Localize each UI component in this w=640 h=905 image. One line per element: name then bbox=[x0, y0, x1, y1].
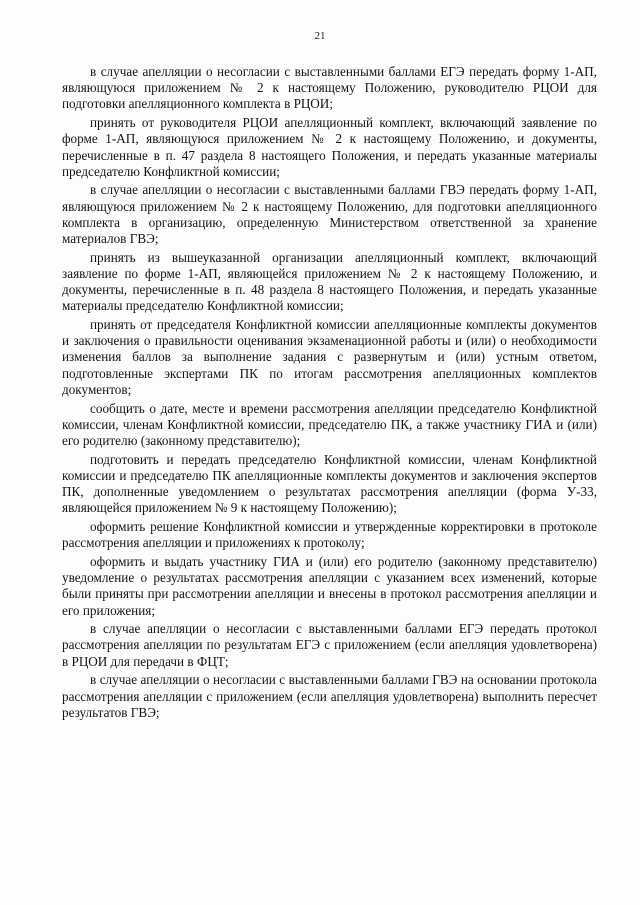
paragraph: принять от председателя Конфликтной комиссии апелляционные комплекты документов и заключения о правильности оценивания экзаменационной работы и (или) о необходимости изменения баллов за выполнение задания с развернутым и (или) устным ответом, подготовленные экспертами ПК по итогам рассмотрения апелляционных комплектов документов; bbox=[62, 317, 597, 397]
paragraph: подготовить и передать председателю Конфликтной комиссии, членам Конфликтной комиссии и председателю ПК апелляционные комплекты документов и заключения экспертов ПК, дополненные уведомлением о результатах рассмотрения апелляции (форма У-33, являющейся приложением № 9 к настоящему Положению); bbox=[62, 451, 597, 516]
paragraph: в случае апелляции о несогласии с выставленными баллами ГВЭ передать форму 1-АП, являющуюся приложением № 2 к настоящему Положению, для подготовки апелляционного комплекта в организацию, определенную Министерством ответственной за хранение материалов ГВЭ; bbox=[62, 182, 597, 247]
document-body bbox=[62, 64, 597, 723]
paragraph: в случае апелляции о несогласии с выставленными баллами ЕГЭ передать протокол рассмотрения апелляции по результатам ЕГЭ с приложением (если апелляция удовлетворена) в РЦОИ для передачи в ФЦТ; bbox=[62, 621, 597, 669]
paragraph: сообщить о дате, месте и времени рассмотрения апелляции председателю Конфликтной комиссии, членам Конфликтной комиссии, председателю ПК, а также участнику ГИА и (или) его родителю (законному представителю); bbox=[62, 400, 597, 448]
paragraph: в случае апелляции о несогласии с выставленными баллами ГВЭ на основании протокола рассмотрения апелляции с приложением (если апелляция удовлетворена) выполнить пересчет результатов ГВЭ; bbox=[62, 672, 597, 720]
paragraph: принять от руководителя РЦОИ апелляционный комплект, включающий заявление по форме 1-АП, являющуюся приложением № 2 к настоящему Положению, и документы, перечисленные в п. 47 раздела 8 настоящего Положения, и передать указанные материалы председателю Конфликтной комиссии; bbox=[62, 115, 597, 179]
paragraph: оформить и выдать участнику ГИА и (или) его родителю (законному представителю) уведомление о результатах рассмотрения апелляции с указанием всех изменений, которые были приняты при рассмотрении апелляции и внесены в протокол рассмотрения апелляции и его приложения; bbox=[62, 553, 597, 618]
paragraph: оформить решение Конфликтной комиссии и утвержденные корректировки в протоколе рассмотрения апелляции и приложениях к протоколу; bbox=[62, 518, 597, 551]
page-number: 21 bbox=[314, 30, 326, 42]
paragraph: принять из вышеуказанной организации апелляционный комплект, включающий заявление по форме 1-АП, являющейся приложением № 2 к настоящему Положению, и документы, перечисленные в п. 48 раздела 8 настоящего Положения, и передать указанные материалы председателю Конфликтной комиссии; bbox=[62, 249, 597, 314]
paragraph: в случае апелляции о несогласии с выставленными баллами ЕГЭ передать форму 1-АП, являющуюся приложением № 2 к настоящему Положению, руководителю РЦОИ для подготовки апелляционного комплекта в РЦОИ; bbox=[62, 64, 597, 112]
